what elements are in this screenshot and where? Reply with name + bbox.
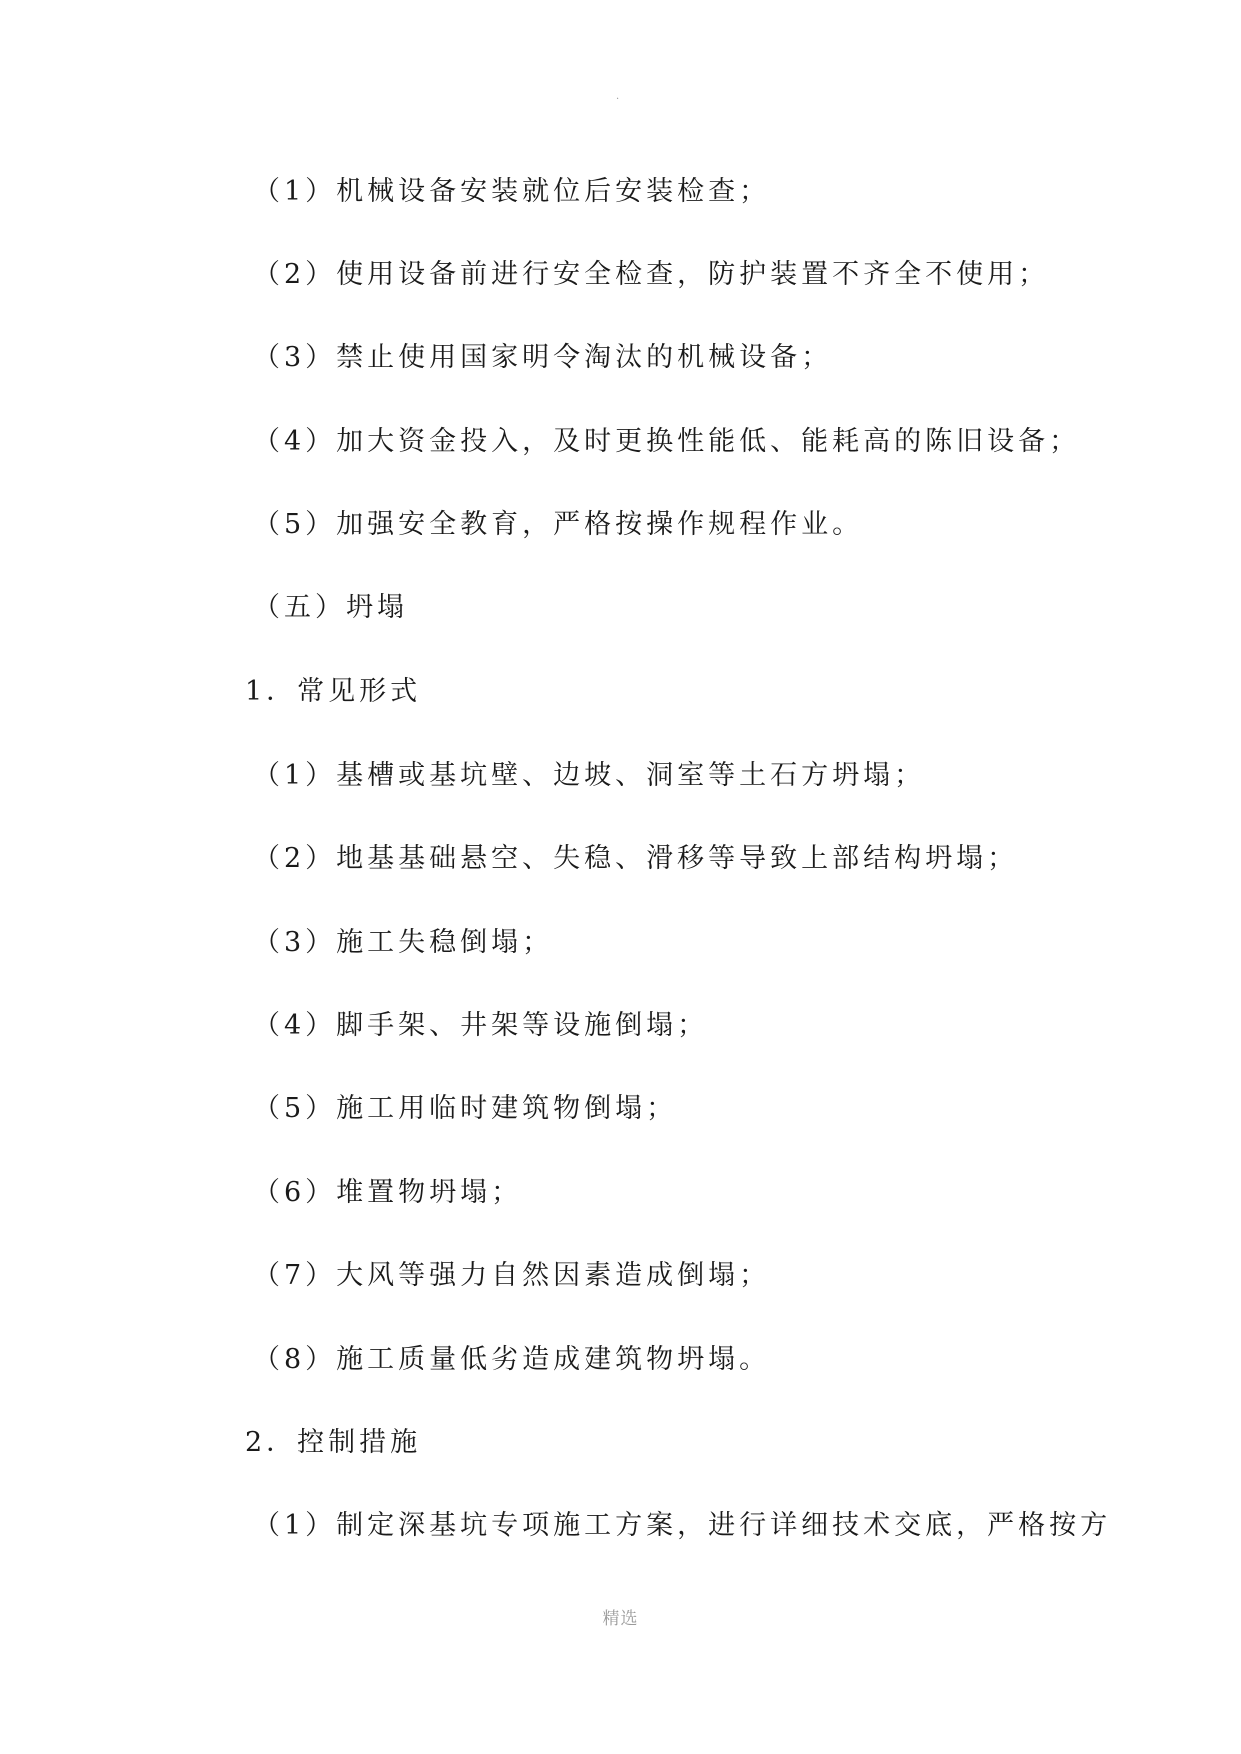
- paragraph-line: （7）大风等强力自然因素造成倒塌；: [253, 1260, 771, 1291]
- paragraph-line: （3）禁止使用国家明令淘汰的机械设备；: [253, 342, 833, 373]
- header-mark: .: [616, 91, 620, 102]
- paragraph-line: （1）制定深基坑专项施工方案，进行详细技术交底，严格按方: [253, 1510, 1112, 1541]
- paragraph-line: （6）堆置物坍塌；: [253, 1177, 523, 1208]
- subsection-heading: 2．控制措施: [245, 1427, 422, 1458]
- paragraph-line: （5）加强安全教育，严格按操作规程作业。: [253, 509, 864, 540]
- section-heading: （五）坍塌: [253, 592, 408, 623]
- paragraph-line: （3）施工失稳倒塌；: [253, 927, 554, 958]
- paragraph-line: （8）施工质量低劣造成建筑物坍塌。: [253, 1344, 771, 1375]
- paragraph-line: （5）施工用临时建筑物倒塌；: [253, 1093, 678, 1124]
- paragraph-line: （1）机械设备安装就位后安装检查；: [253, 176, 771, 207]
- paragraph-line: （1）基槽或基坑壁、边坡、洞室等土石方坍塌；: [253, 760, 926, 791]
- paragraph-line: （4）加大资金投入，及时更换性能低、能耗高的陈旧设备；: [253, 426, 1081, 457]
- page-footer: 精选: [602, 1609, 639, 1629]
- paragraph-line: （2）地基基础悬空、失稳、滑移等导致上部结构坍塌；: [253, 843, 1019, 874]
- subsection-heading: 1．常见形式: [245, 676, 422, 707]
- paragraph-line: （2）使用设备前进行安全检查，防护装置不齐全不使用；: [253, 259, 1050, 290]
- paragraph-line: （4）脚手架、井架等设施倒塌；: [253, 1010, 709, 1041]
